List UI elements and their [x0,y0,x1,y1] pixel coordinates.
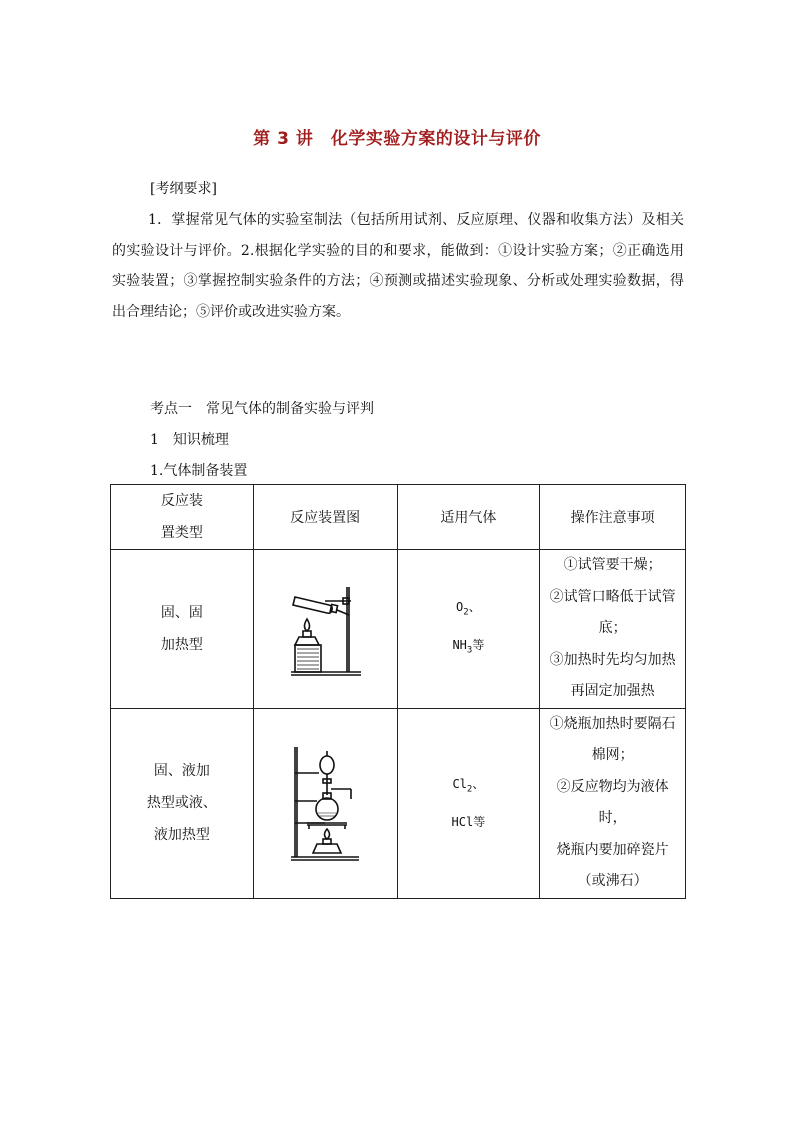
topic-heading: 考点一 常见气体的制备实验与评判 [150,401,374,417]
row1-diagram [253,550,397,709]
table-row [111,708,686,898]
row1-gas-line1: $O_2$、 [456,600,481,618]
row2-note-3: ②反应物均为液体时， [556,778,669,826]
row2-type [111,708,254,898]
row2-type-line1: 固、液加 [153,763,210,779]
header-type-line1: 反应装 [160,493,203,509]
row2-gas [397,708,540,898]
row1-note-1: ①试管要干燥； [563,557,662,573]
row2-note-2: 棉网； [591,747,634,763]
row2-type-line2: 热型或液、 [146,795,217,811]
gas-apparatus-table [110,484,686,899]
row2-gas-line1: $Cl_2$、 [452,777,485,795]
page-title: 第 3 讲 化学实验方案的设计与评价 [253,129,541,149]
header-diagram: 反应装置图 [253,485,397,550]
table-header-row [111,485,686,550]
row1-notes [540,550,686,709]
header-notes: 操作注意事项 [540,485,686,550]
header-type [111,485,254,550]
row2-note-4: 烧瓶内要加碎瓷片 [556,841,669,858]
row1-type [111,550,254,709]
row1-type-line2: 加热型 [160,636,203,653]
row2-note-5: （或沸石） [577,873,648,889]
row1-note-5: 再固定加强热 [570,683,655,699]
solid-solid-heating-apparatus-icon [285,579,365,679]
row1-note-2: ②试管口略低于试管 [549,588,676,605]
row1-type-line1: 固、固 [160,604,203,621]
table-row [111,550,686,709]
table-caption: 1.气体制备装置 [150,463,248,479]
row2-gas-line2: HCl等 [451,814,486,829]
row1-gas [397,550,540,709]
row1-note-3: 底； [598,620,627,636]
row1-note-4: ③加热时先均匀加热 [549,651,676,668]
row2-diagram [253,708,397,898]
row2-type-line3: 液加热型 [153,827,210,843]
row2-notes [540,708,686,898]
header-gas: 适用气体 [397,485,540,550]
requirements-body: 1．掌握常见气体的实验室制法（包括所用试剂、反应原理、仪器和收集方法）及相关的实验设计与评价。2.根据化学实验的目的和要求，能做到：①设计实验方案；②正确选用实验装置；③掌握控制实验条件的方法；④预测或描述实验现象、分析或处理实验数据，得出合理结论；⑤评价或改进实验方案。 [112,212,684,320]
header-type-line2: 置类型 [160,525,203,541]
row1-gas-line2: $NH_3$等 [452,637,485,656]
row2-note-1: ①烧瓶加热时要隔石 [549,715,676,732]
subsection-heading: 1 知识梳理 [150,432,229,448]
solid-liquid-heating-apparatus-icon [285,743,365,863]
requirements-heading: [考纲要求] [150,181,217,197]
